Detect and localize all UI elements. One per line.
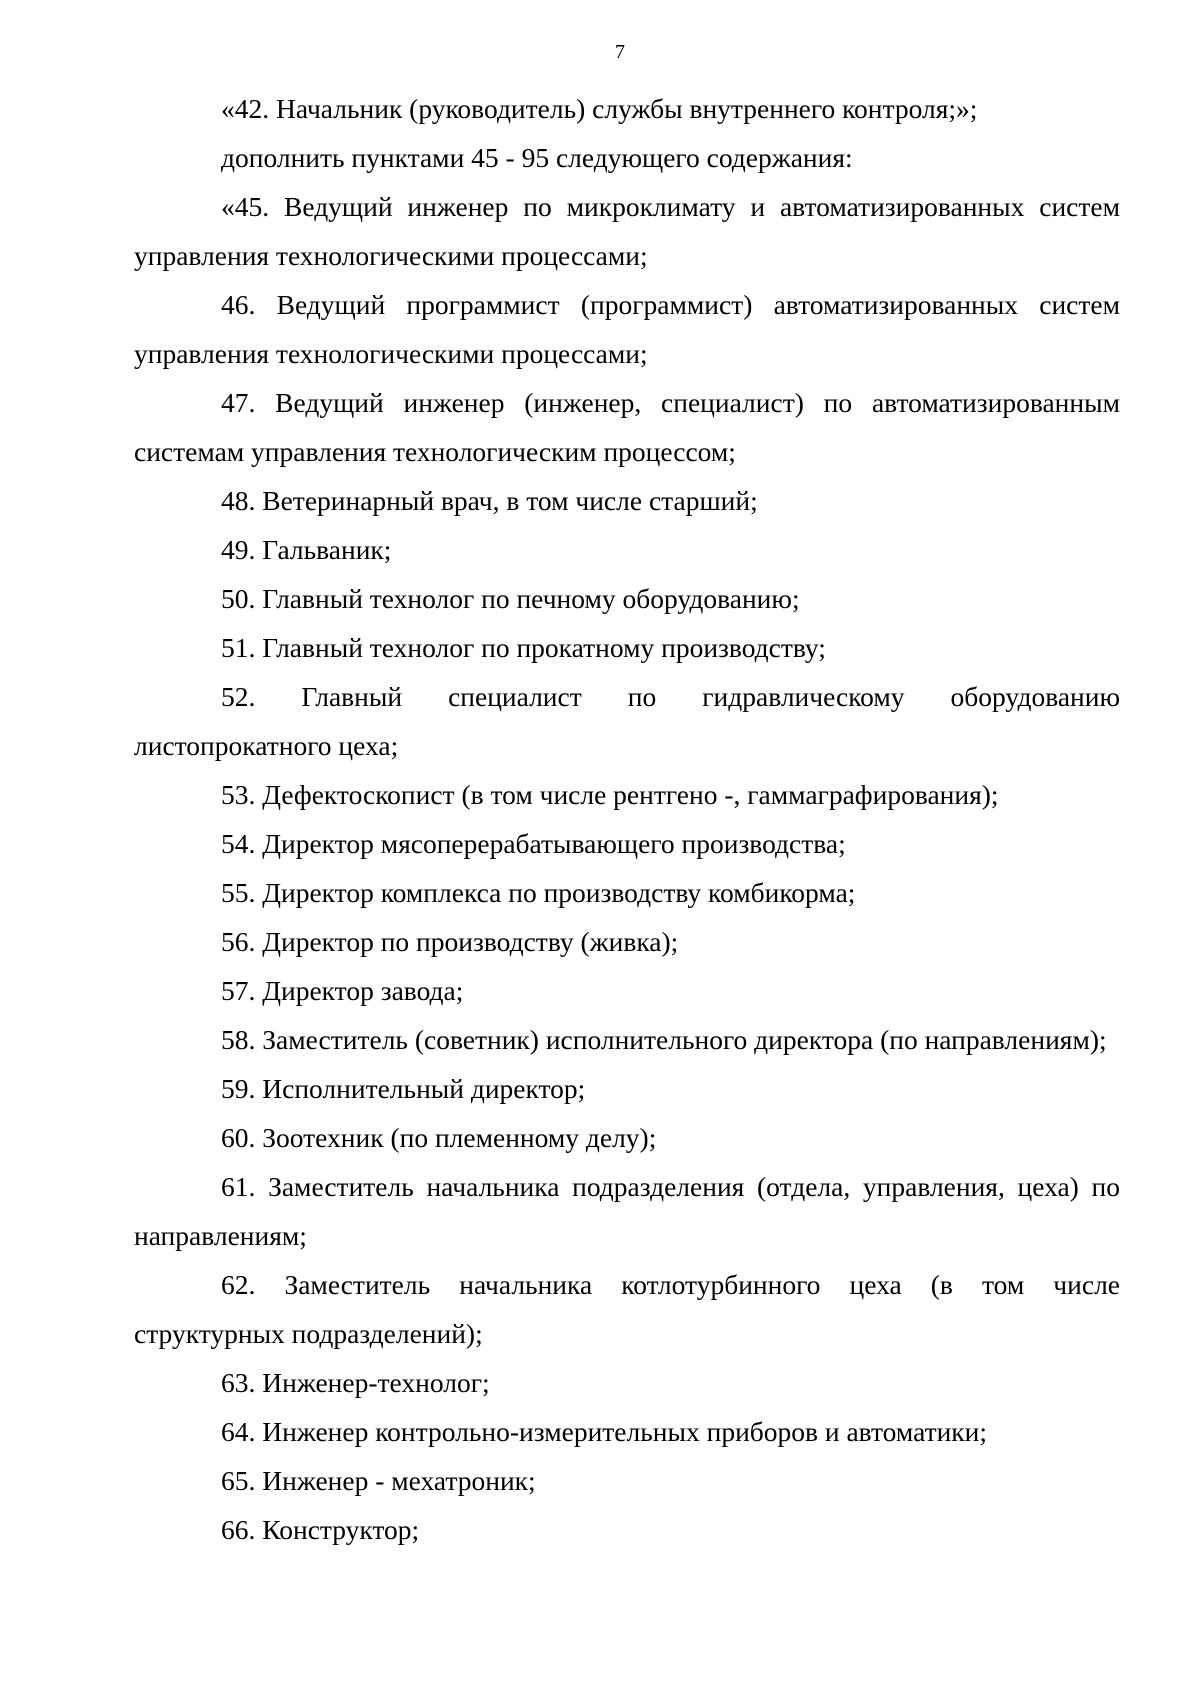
paragraph-intro: дополнить пунктами 45 - 95 следующего содержания: [221,142,853,173]
paragraph-48: 48. Ветеринарный врач, в том числе старший; [221,485,758,516]
paragraph-45: «45. Ведущий инженер по микроклимату и автоматизированных систем управления технологическими процессами; [134,191,1120,271]
paragraph-50: 50. Главный технолог по печному оборудованию; [221,583,800,614]
paragraph-64: 64. Инженер контрольно-измерительных приборов и автоматики; [221,1416,988,1447]
paragraph-49: 49. Гальваник; [221,534,392,565]
paragraph-54: 54. Директор мясоперерабатывающего производства; [221,828,846,859]
paragraph-61: 61. Заместитель начальника подразделения (отдела, управления, цеха) по направлениям; [134,1171,1120,1251]
paragraph-57: 57. Директор завода; [221,975,464,1006]
document-body [134,84,1120,1554]
paragraph-62: 62. Заместитель начальника котлотурбинного цеха (в том числе структурных подразделений); [134,1269,1120,1349]
paragraph-59: 59. Исполнительный директор; [221,1073,586,1104]
paragraph-55: 55. Директор комплекса по производству комбикорма; [221,877,856,908]
paragraph-51: 51. Главный технолог по прокатному производству; [221,632,826,663]
paragraph-56: 56. Директор по производству (живка); [221,926,679,957]
paragraph-63: 63. Инженер-технолог; [221,1367,490,1398]
paragraph-60: 60. Зоотехник (по племенному делу); [221,1122,657,1153]
paragraph-65: 65. Инженер - мехатроник; [221,1465,536,1496]
paragraph-42: «42. Начальник (руководитель) службы внутреннего контроля;»; [221,93,978,124]
paragraph-46: 46. Ведущий программист (программист) автоматизированных систем управления технологическими процессами; [134,289,1120,369]
paragraph-47: 47. Ведущий инженер (инженер, специалист) по автоматизированным системам управления технологическим процессом; [134,387,1120,467]
paragraph-53: 53. Дефектоскопист (в том числе рентгено -, гаммаграфирования); [221,779,999,810]
paragraph-58: 58. Заместитель (советник) исполнительного директора (по направлениям); [221,1024,1107,1055]
paragraph-66: 66. Конструктор; [221,1514,420,1545]
page-number: 7 [615,41,625,63]
paragraph-52: 52. Главный специалист по гидравлическому оборудованию листопрокатного цеха; [134,681,1120,761]
